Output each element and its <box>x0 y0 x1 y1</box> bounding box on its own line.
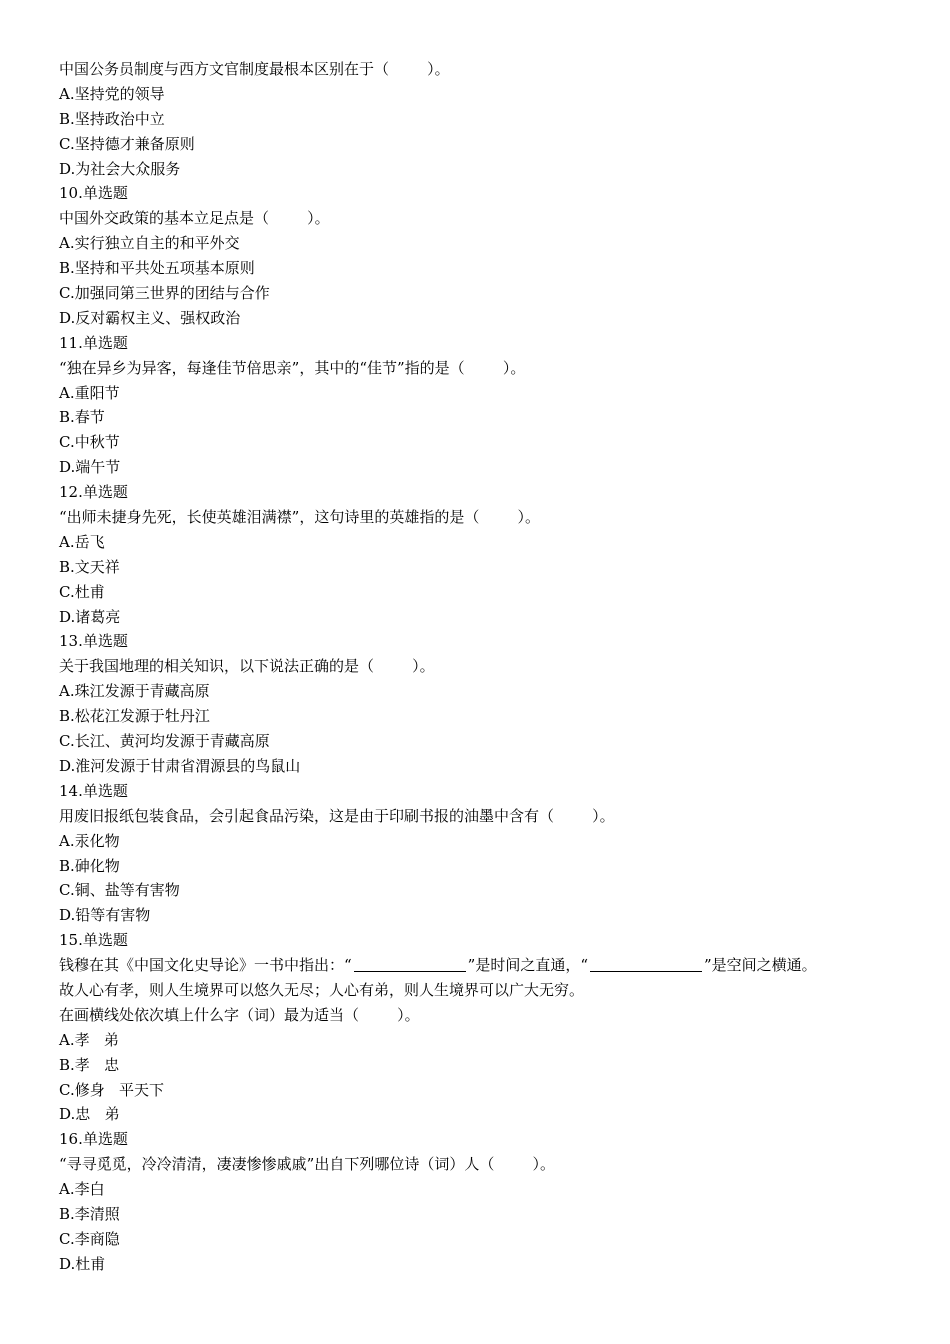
question-stem <box>59 953 919 978</box>
question-stem: “出师未捷身先死，长使英雄泪满襟”，这句诗里的英雄指的是（ ）。 <box>59 508 540 527</box>
option-a: A.实行独立自主的和平外交 <box>59 234 240 253</box>
option-b: B.李清照 <box>59 1204 120 1223</box>
option-d: D.反对霸权主义、强权政治 <box>59 308 241 327</box>
question-stem: 用废旧报纸包装食品，会引起食品污染，这是由于印刷书报的油墨中含有（ ）。 <box>59 806 615 825</box>
option-b: B.孝 忠 <box>59 1055 120 1074</box>
question-header: 13.单选题 <box>59 632 128 651</box>
stem-text: ”是空间之横通。 <box>704 956 817 975</box>
question-stem: 中国公务员制度与西方文官制度最根本区别在于（ ）。 <box>59 60 450 78</box>
option-b: B.砷化物 <box>59 856 120 875</box>
option-d: D.杜甫 <box>59 1254 106 1273</box>
option-a: A.李白 <box>59 1180 105 1199</box>
question-header: 11.单选题 <box>59 333 128 352</box>
question-prompt: 在画横线处依次填上什么字（词）最为适当（ ）。 <box>59 1005 420 1024</box>
option-c: C.长江、黄河均发源于青藏高原 <box>59 732 270 751</box>
option-a: A.珠江发源于青藏高原 <box>59 682 210 701</box>
stem-text: 钱穆在其《中国文化史导论》一书中指出：“ <box>59 956 352 975</box>
option-c: C.修身 平天下 <box>59 1080 165 1099</box>
option-a: A.岳飞 <box>59 532 105 551</box>
question-14 <box>59 779 919 928</box>
question-header: 12.单选题 <box>59 483 128 502</box>
question-15 <box>59 928 919 1127</box>
question-10 <box>59 181 919 330</box>
option-a: A.重阳节 <box>59 383 120 402</box>
question-13 <box>59 629 919 778</box>
stem-text: ”是时间之直通，“ <box>467 956 589 975</box>
question-header: 15.单选题 <box>59 931 128 950</box>
option-b: B.文天祥 <box>59 557 120 576</box>
question-header: 14.单选题 <box>59 781 128 800</box>
option-b: B.坚持政治中立 <box>59 109 165 128</box>
option-b: B.春节 <box>59 408 105 427</box>
option-d: D.端午节 <box>59 458 121 477</box>
option-c: C.杜甫 <box>59 582 105 601</box>
option-c: C.中秋节 <box>59 433 120 452</box>
question-stem-continued: 故人心有孝，则人生境界可以悠久无尽；人心有弟，则人生境界可以广大无穷。 <box>59 980 585 999</box>
question-header: 16.单选题 <box>59 1130 128 1149</box>
option-d: D.诸葛亮 <box>59 607 121 626</box>
option-c: C.李商隐 <box>59 1229 120 1248</box>
option-c: C.铜、盐等有害物 <box>59 881 180 900</box>
fill-blank-1 <box>354 955 466 972</box>
option-d: D.为社会大众服务 <box>59 159 181 178</box>
question-stem: 关于我国地理的相关知识，以下说法正确的是（ ）。 <box>59 657 435 676</box>
question-header: 10.单选题 <box>59 184 128 203</box>
option-a: A.汞化物 <box>59 831 120 850</box>
question-stem: “独在异乡为异客，每逢佳节倍思亲”，其中的“佳节”指的是（ ）。 <box>59 358 526 377</box>
option-d: D.忠 弟 <box>59 1105 120 1124</box>
option-b: B.松花江发源于牡丹江 <box>59 707 210 726</box>
option-c: C.加强同第三世界的团结与合作 <box>59 284 270 303</box>
question-12 <box>59 480 919 629</box>
option-a: A.坚持党的领导 <box>59 84 165 103</box>
question-9 <box>59 57 919 181</box>
option-c: C.坚持德才兼备原则 <box>59 134 195 153</box>
question-16 <box>59 1127 919 1276</box>
exam-page <box>59 57 919 1277</box>
option-d: D.淮河发源于甘肃省渭源县的鸟鼠山 <box>59 756 301 775</box>
question-11 <box>59 331 919 480</box>
option-d: D.铅等有害物 <box>59 906 151 925</box>
option-b: B.坚持和平共处五项基本原则 <box>59 259 255 278</box>
question-stem: 中国外交政策的基本立足点是（ ）。 <box>59 209 330 228</box>
question-stem: “寻寻觅觅，冷冷清清，凄凄惨惨戚戚”出自下列哪位诗（词）人（ ）。 <box>59 1155 555 1174</box>
fill-blank-2 <box>590 955 702 972</box>
option-a: A.孝 弟 <box>59 1030 119 1049</box>
